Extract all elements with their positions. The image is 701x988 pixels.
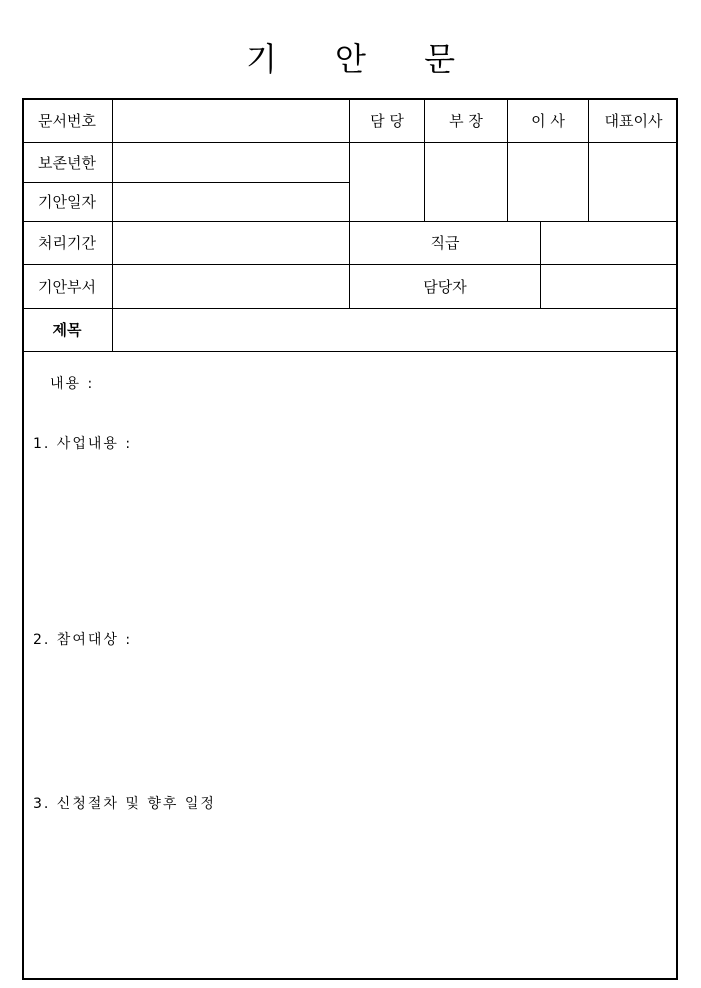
draft-dept-label: 기안부서 — [38, 277, 96, 296]
draft-date-label: 기안일자 — [38, 193, 96, 211]
business-content-item: 1. 사업내용 : — [33, 436, 133, 452]
person-in-charge-label: 담당자 — [423, 277, 467, 296]
row-divider — [22, 351, 678, 352]
approval-in-charge-header: 담 당 — [370, 111, 404, 130]
document-title: 기 안 문 — [245, 40, 480, 78]
process-period-label: 처리기간 — [38, 234, 96, 252]
subject-label: 제목 — [52, 321, 82, 339]
row-divider — [22, 142, 678, 143]
doc-number-label: 문서번호 — [38, 111, 96, 130]
approval-ceo-header: 대표이사 — [604, 111, 663, 130]
participants-item: 2. 참여대상 : — [33, 632, 133, 648]
retention-label: 보존년한 — [38, 153, 96, 172]
application-procedure-item: 3. 신청절차 및 향후 일정 — [33, 796, 216, 812]
content-heading: 내용 : — [50, 376, 95, 392]
approval-director-header: 이 사 — [531, 111, 565, 130]
approval-manager-header: 부 장 — [449, 111, 483, 130]
row-divider — [22, 308, 678, 309]
column-divider — [540, 221, 541, 308]
position-label: 직급 — [430, 234, 460, 252]
column-divider — [112, 98, 113, 351]
